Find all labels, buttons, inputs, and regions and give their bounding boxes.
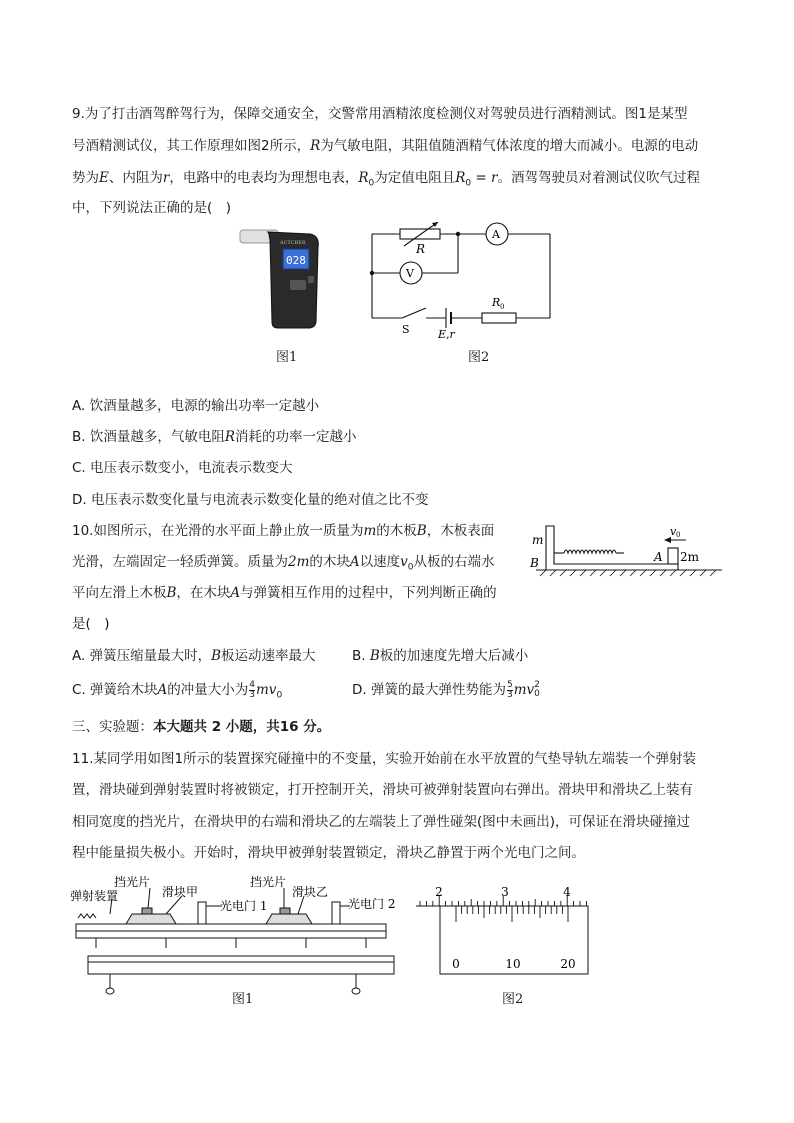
- vernier-figure: [412, 882, 592, 978]
- q9-line-4: 中，下列说法正确的是( ): [72, 200, 232, 216]
- label-2m: 2m: [680, 550, 700, 564]
- q10-option-b: B. B板的加速度先增大后减小: [352, 648, 529, 664]
- label-v0: v: [670, 525, 677, 538]
- label-gate-1: 光电门 1: [220, 899, 268, 913]
- slider-1: [126, 914, 176, 924]
- q10-line-1: 10.如图所示，在光滑的水平面上静止放一质量为m的木板B，木板表面: [72, 523, 495, 539]
- fig1-caption: 图1: [276, 350, 298, 365]
- label-B: B: [530, 556, 539, 570]
- vernier-label-10: 10: [505, 957, 521, 971]
- fraction-5-3: $\frac{5}{3}$: [506, 679, 513, 700]
- breathalyzer-figure: [238, 224, 328, 334]
- block-A: [668, 548, 678, 564]
- q11-line-4: 程中能量损失极小。开始时，滑块甲被弹射装置锁定，滑块乙静置于两个光电门之间。: [72, 845, 585, 861]
- label-A: A: [654, 550, 663, 564]
- label-slider-1: 滑块甲: [162, 885, 199, 899]
- resistor-R: [400, 229, 440, 239]
- q10-option-d: D. 弹簧的最大弹性势能为 $\frac{5}{3}$ mv 2 0: [352, 679, 540, 700]
- q11-line-1: 11.某同学用如图1所示的装置探究碰撞中的不变量，实验开始前在水平放置的气垫导轨左端装一个弹射装: [72, 751, 697, 767]
- q10-line-2: 光滑，左端固定一轻质弹簧。质量为2m的木块A以速度$v_0$从板的右端水: [72, 554, 495, 573]
- main-label-2: 2: [435, 885, 443, 899]
- label-v0-sub: 0: [676, 531, 681, 539]
- resistor-R0: [482, 313, 516, 323]
- q9-option-d: D. 电压表示数变化量与电流表示数变化量的绝对值之比不变: [72, 492, 429, 508]
- label-R0-sub: 0: [500, 303, 505, 311]
- q10-line-3: 平向左滑上木板B，在木块A与弹簧相互作用的过程中，下列判断正确的: [72, 585, 497, 601]
- label-R0: R: [492, 296, 501, 309]
- label-A: A: [492, 228, 500, 241]
- label-shooter: 弹射装置: [70, 889, 119, 903]
- label-m: m: [532, 533, 544, 547]
- slider-2: [266, 914, 312, 924]
- label-S: S: [402, 323, 410, 336]
- q9-option-c: C. 电压表示数变小，电流表示数变大: [72, 460, 293, 476]
- q10-line-4: 是( ): [72, 616, 110, 632]
- q10-option-a: A. 弹簧压缩量最大时，B板运动速率最大: [72, 648, 316, 664]
- device-side-button: [308, 276, 314, 283]
- q9-line-3: 势为E、内阻为r，电路中的电表均为理想电表，$R_0$为定值电阻且$R_0 = r$。酒驾驾驶员对着测试仪吹气过程: [72, 170, 700, 189]
- label-V: V: [406, 267, 414, 280]
- label-gate-2: 光电门 2: [348, 897, 396, 911]
- q10-option-c: C. 弹簧给木块A的冲量大小为 $\frac{4}{3}$ $mv_0$: [72, 679, 283, 701]
- main-label-3: 3: [501, 885, 509, 899]
- switch-S: [402, 308, 426, 318]
- fig2-caption-q11: 图2: [502, 992, 524, 1007]
- fig2-caption: 图2: [468, 350, 490, 365]
- q9-line-1: 9.为了打击酒驾醉驾行为，保障交通安全，交警常用酒精浓度检测仪对驾驶员进行酒精测试。图1是某型: [72, 106, 688, 122]
- q9-option-a: A. 饮酒量越多，电源的输出功率一定越小: [72, 398, 320, 414]
- spring: [564, 550, 616, 553]
- vernier-label-20: 20: [560, 957, 576, 971]
- q9-option-b: B. 饮酒量越多，气敏电阻R消耗的功率一定越小: [72, 429, 357, 445]
- label-slider-2: 滑块乙: [292, 885, 329, 899]
- device-brand: ACTCBER: [280, 240, 306, 246]
- spring-board-figure: [526, 520, 724, 580]
- q11-line-2: 置，滑块碰到弹射装置时将被锁定，打开控制开关，滑块可被弹射装置向右弹出。滑块甲和滑块乙上装有: [72, 782, 693, 798]
- main-label-4: 4: [563, 885, 571, 899]
- label-Er: E,r: [438, 328, 455, 340]
- q11-line-3: 相同宽度的挡光片，在滑块甲的右端和滑块乙的左端装上了弹性碰架(图中未画出)，可保证在滑块碰撞过: [72, 814, 691, 830]
- junction-left: [370, 271, 374, 275]
- q9-line-2: 号酒精测试仪，其工作原理如图2所示，R为气敏电阻，其阻值随酒精气体浓度的增大而减小。电源的电动: [72, 138, 699, 154]
- label-shade-2: 挡光片: [250, 875, 287, 889]
- shade-2: [280, 908, 290, 914]
- label-R: R: [416, 242, 426, 256]
- air-track-figure: [70, 870, 410, 1002]
- gate-2: [332, 902, 340, 924]
- vernier-label-0: 0: [452, 957, 460, 971]
- base: [88, 956, 394, 974]
- fig1-caption-q11: 图1: [232, 992, 254, 1007]
- shade-1: [142, 908, 152, 914]
- section-3-heading: 三、实验题：本大题共 2 小题，共16 分。: [72, 719, 331, 735]
- device-display-value: 028: [286, 254, 306, 267]
- circuit-diagram: [362, 222, 558, 340]
- fraction-4-3: $\frac{4}{3}$: [249, 679, 255, 700]
- label-shade-1: 挡光片: [114, 875, 151, 889]
- shooter-spring: [78, 914, 96, 918]
- junction-top: [456, 232, 460, 236]
- device-button: [290, 280, 306, 290]
- gate-1: [198, 902, 206, 924]
